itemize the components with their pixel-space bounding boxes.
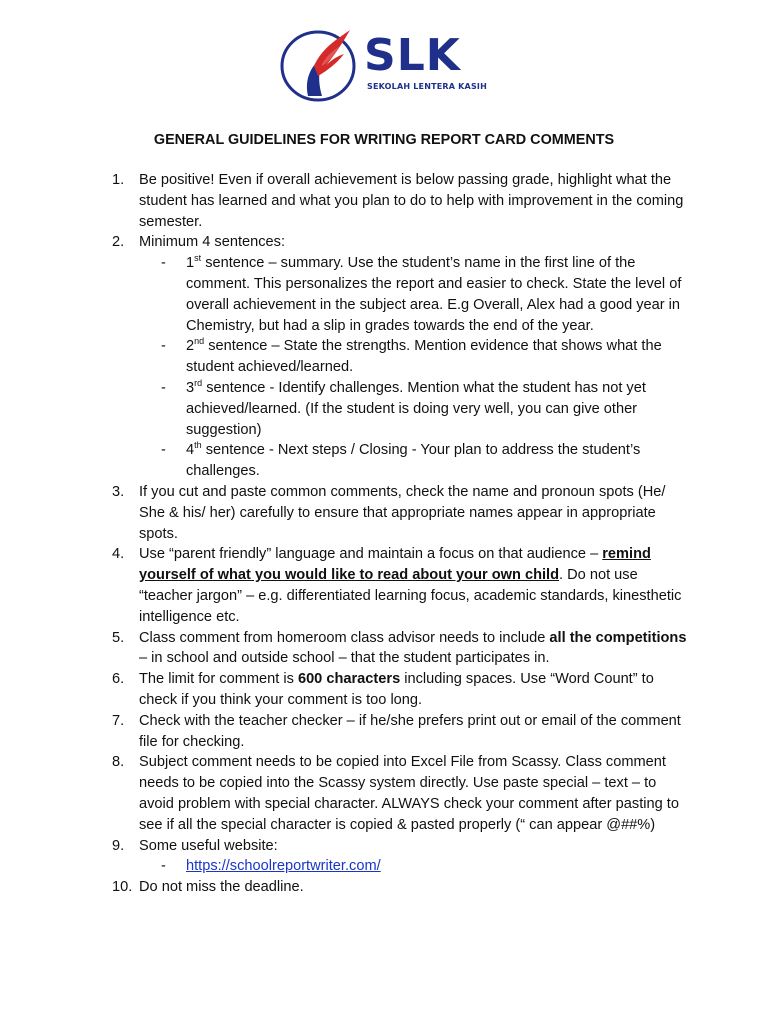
ordinal-number: 2 [186,338,195,355]
list-item-5 [112,628,687,670]
item-text: Use “parent friendly” language and maintain a focus on that audience – [139,546,603,563]
sub-item-website-link [112,856,687,877]
sub-item-text: sentence - Next steps / Closing - Your plan to address the student’s challenges. [186,442,641,480]
website-link[interactable]: https://schoolreportwriter.com/ [186,858,381,875]
item-number: 8. [112,754,125,771]
item-text: Check with the teacher checker – if he/she prefers print out or email of the comment file for checking. [139,712,681,750]
sub-item-text: sentence – summary. Use the student’s name in the first line of the comment. This personalizes the report and easier to check. State the level of overall achievement in the subject area. E.g Overall, Alex had a good year in Chemistry, but had a slip in grades towards the end of the year. [186,255,682,334]
page-title: GENERAL GUIDELINES FOR WRITING REPORT CARD COMMENTS [153,132,615,148]
item-text: Do not miss the deadline. [139,879,304,896]
item-text: Some useful website: [139,837,278,854]
item-text: Be positive! Even if overall achievement is below passing grade, highlight what the student has learned and what you plan to do to help with improvement in the coming semester. [139,172,684,230]
list-item-9 [112,836,687,857]
torch-emblem-icon [278,26,368,106]
list-item-2 [112,232,687,253]
dash-bullet: - [161,255,166,272]
guidelines-list [112,170,687,898]
item-text: Subject comment needs to be copied into Excel File from Scassy. Class comment needs to be copied into the Scassy system directly. Use paste special – text – to avoid problem with special character. ALWAYS check your comment after pasting to see if all the special character is copied & pasted properly (“ can appear @##%) [139,754,679,833]
item-number: 9. [112,837,125,854]
slk-logo [278,26,493,106]
item-text: Minimum 4 sentences: [139,234,285,251]
item-text-continued: – in school and outside school – that the student participates in. [139,650,550,667]
list-item-1 [112,170,687,232]
dash-bullet: - [161,338,166,355]
bold-emphasis: all the competitions [549,629,687,646]
logo-subtitle: SEKOLAH LENTERA KASIH [367,82,487,91]
bold-emphasis: 600 characters [297,671,401,688]
ordinal-suffix: nd [194,336,205,347]
dash-bullet: - [161,858,166,875]
list-item-4 [112,544,687,627]
item-number: 4. [112,546,125,563]
item-number: 2. [112,234,125,251]
sub-item-text: sentence - Identify challenges. Mention what the student has not yet achieved/learned. (If the student is doing very well, you can give other suggestion) [186,379,646,438]
ordinal-number: 3 [186,379,195,396]
item-number: 5. [112,629,125,646]
sub-item-3rd-sentence [112,378,687,440]
dash-bullet: - [161,442,166,459]
item-text: If you cut and paste common comments, check the name and pronoun spots (He/ She & his/ her) carefully to ensure that appropriate names appear in appropriate spots. [139,483,666,542]
underlined-emphasis: remind yourself of what you would like to read about your own child [139,546,651,584]
item-text: The limit for comment is [139,671,298,688]
list-item-6 [112,669,687,711]
ordinal-suffix: rd [194,378,203,389]
item-text-continued: . Do not use “teacher jargon” – e.g. differentiated learning focus, academic standards, kinesthetic intelligence etc. [139,567,682,625]
list-item-3 [112,482,687,544]
ordinal-number: 1 [186,255,195,272]
item-number: 3. [112,483,125,500]
list-item-7 [112,711,687,753]
list-item-8 [112,752,687,835]
dash-bullet: - [161,379,166,396]
item-text-continued: including spaces. Use “Word Count” to check if you think your comment is too long. [139,671,654,708]
sub-item-text: sentence – State the strengths. Mention evidence that shows what the student achieved/learned. [186,338,662,376]
sub-item-4th-sentence [112,440,687,482]
item-number: 1. [112,172,125,188]
item-number: 6. [112,671,125,688]
sub-item-1st-sentence [112,253,687,336]
sub-item-2nd-sentence [112,336,687,378]
ordinal-number: 4 [186,442,195,459]
item-number: 7. [112,712,125,729]
ordinal-suffix: st [194,253,202,264]
ordinal-suffix: th [194,440,202,451]
item-text: Class comment from homeroom class advisor needs to include [139,629,550,646]
logo-name: SLK [364,30,461,81]
item-number: 10. [112,879,133,896]
list-item-10 [112,877,687,898]
